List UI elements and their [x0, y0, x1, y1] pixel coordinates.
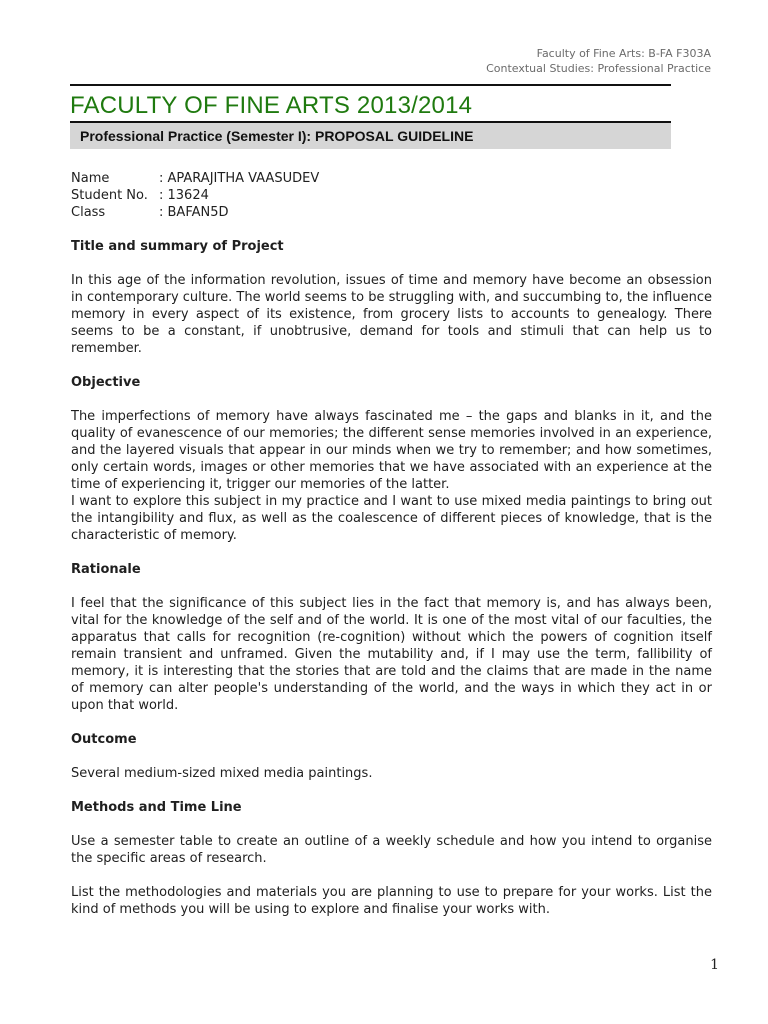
section-heading: Rationale	[71, 562, 141, 577]
info-value: : APARAJITHA VAASUDEV	[159, 171, 320, 186]
section-heading: Title and summary of Project	[71, 239, 284, 254]
section-paragraph: List the methodologies and materials you are planning to use to prepare for your works. List the kind of methods you will be using to explore and finalise your works with.	[71, 885, 712, 917]
student-info	[71, 170, 712, 221]
page-number: 1	[710, 957, 719, 973]
info-value: : BAFAN5D	[159, 205, 229, 220]
section-heading: Methods and Time Line	[71, 800, 242, 815]
header-course-code: Faculty of Fine Arts: B-FA F303A	[536, 47, 711, 60]
section-paragraph: In this age of the information revolution, issues of time and memory have become an obsession in contemporary culture. The world seems to be struggling with, and succumbing to, the influence memory in every aspect of its existence, from grocery lists to accounts to genealogy. There seems to be a constant, if unobtrusive, demand for tools and stimuli that can help us to remember.	[71, 273, 712, 356]
section-rationale	[71, 561, 712, 714]
subtitle-bar: Professional Practice (Semester I): PROPOSAL GUIDELINE	[70, 123, 671, 149]
section-heading: Objective	[71, 375, 141, 390]
info-row-name	[71, 170, 712, 187]
info-label: Class	[71, 205, 106, 220]
title-rule-top	[70, 84, 671, 86]
section-paragraph: Several medium-sized mixed media paintings.	[71, 766, 373, 781]
section-paragraph: I feel that the significance of this subject lies in the fact that memory is, and has always been, vital for the knowledge of the self and of the world. It is one of the most vital of our faculties, the apparatus that calls for recognition (re-cognition) without which the powers of cognition itself remain transient and unframed. Given the mutability and, if I may use the term, fallibility of memory, it is interesting that the stories that are told and the claims that are made in the name of memory can alter people's understanding of the world, and the ways in which they act in or upon that world.	[71, 596, 712, 713]
section-objective	[71, 374, 712, 544]
document-header	[486, 46, 711, 76]
section-title-summary	[71, 238, 712, 357]
section-outcome	[71, 731, 712, 782]
info-row-class	[71, 204, 712, 221]
section-paragraph: Use a semester table to create an outline of a weekly schedule and how you intend to organise the specific areas of research.	[71, 834, 712, 866]
info-label: Name	[71, 171, 110, 186]
info-value: : 13624	[159, 188, 209, 203]
info-label: Student No.	[71, 188, 148, 203]
document-body	[71, 170, 712, 918]
section-methods	[71, 799, 712, 918]
header-course-name: Contextual Studies: Professional Practice	[486, 62, 711, 75]
section-paragraph: The imperfections of memory have always fascinated me – the gaps and blanks in it, and the quality of evanescence of our memories; the different sense memories involved in an experience, and the layered visuals that appear in our minds when we try to remember; and how sometimes, only certain words, images or other memories that we have associated with an experience at the time of experiencing it, trigger our memories of the latter.	[71, 409, 712, 492]
section-heading: Outcome	[71, 732, 137, 747]
page-title: FACULTY OF FINE ARTS 2013/2014	[70, 92, 473, 119]
section-paragraph: I want to explore this subject in my practice and I want to use mixed media paintings to bring out the intangibility and flux, as well as the coalescence of different pieces of knowledge, that is the characteristic of memory.	[71, 494, 712, 543]
info-row-student-no	[71, 187, 712, 204]
